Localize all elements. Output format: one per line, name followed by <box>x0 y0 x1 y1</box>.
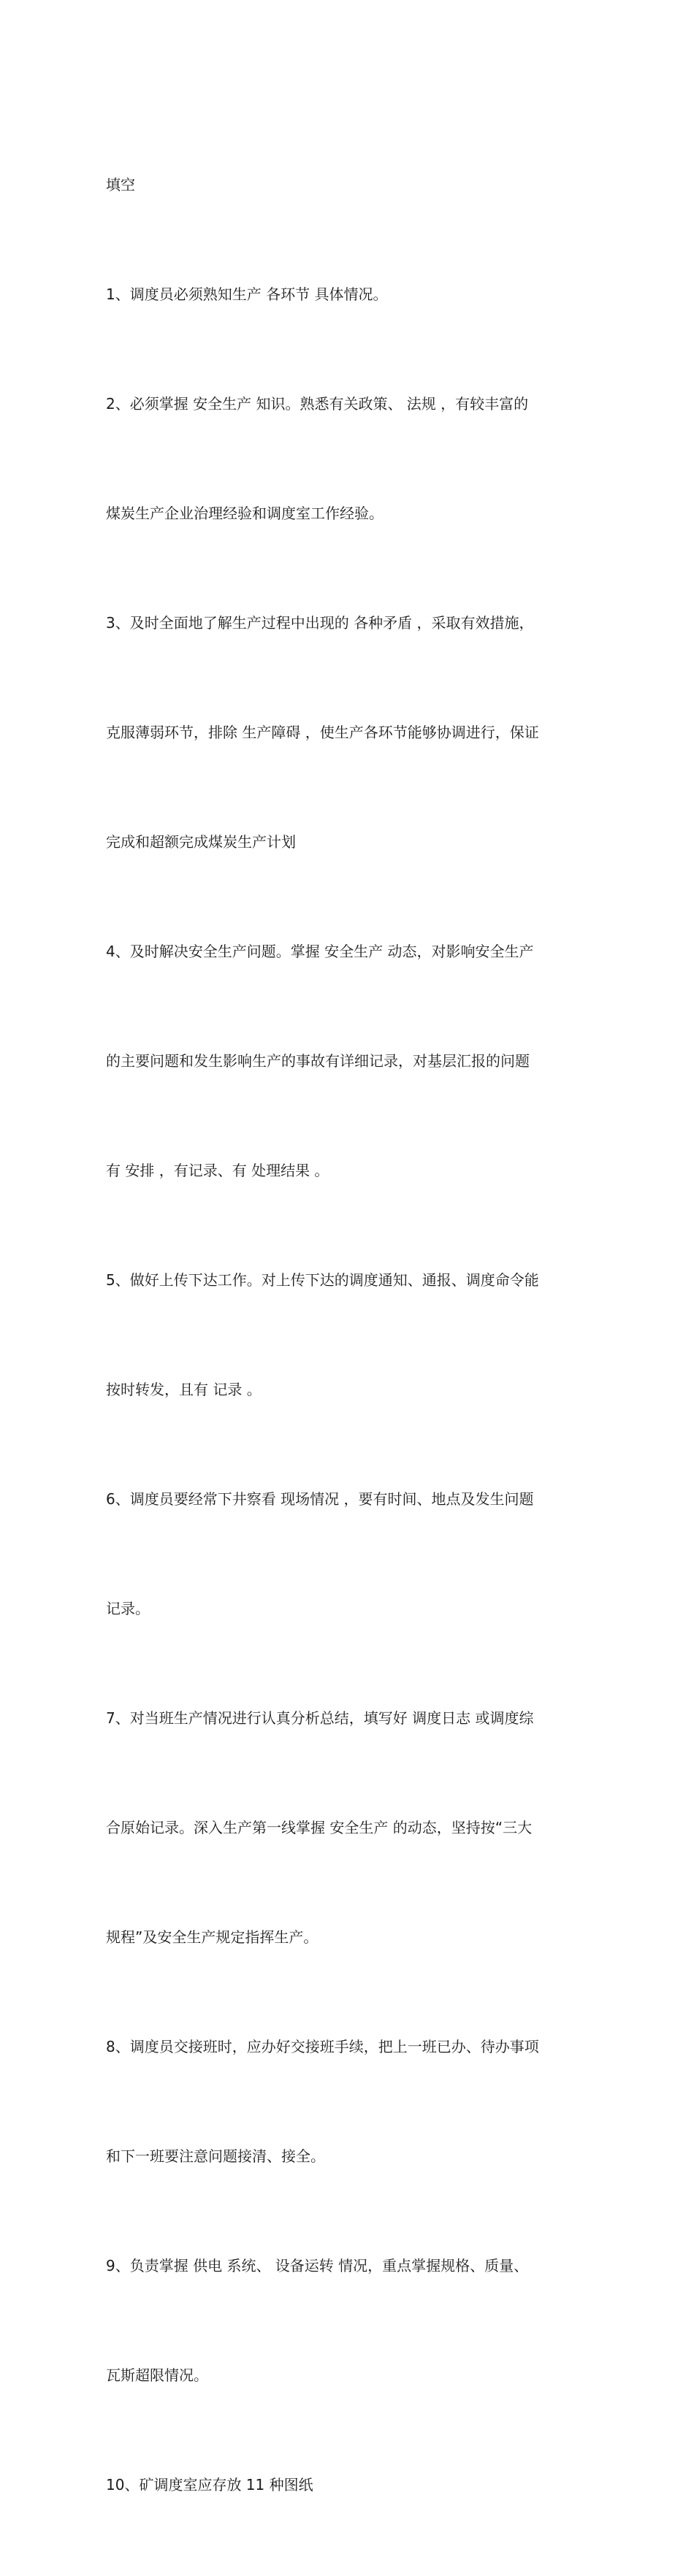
text-line: 10、矿调度室应存放 11 种图纸 <box>106 2476 313 2493</box>
text-line: 3、及时全面地了解生产过程中出现的 各种矛盾 ，采取有效措施， <box>106 614 534 632</box>
text-line: 5、做好上传下达工作。对上传下达的调度通知、通报、调度命令能 <box>106 1271 539 1289</box>
document-body <box>106 93 595 2576</box>
text-line: 按时转发，且有 记录 。 <box>106 1381 262 1398</box>
text-line: 4、及时解决安全生产问题。掌握 安全生产 动态，对影响安全生产 <box>106 943 534 960</box>
text-line: 规程”及安全生产规定指挥生产。 <box>106 1928 319 1946</box>
text-line: 和下一班要注意问题接清、接全。 <box>106 2147 325 2165</box>
text-line: 完成和超额完成煤炭生产计划 <box>106 833 296 851</box>
text-line: 6、调度员要经常下井察看 现场情况 ，要有时间、地点及发生问题 <box>106 1490 534 1508</box>
text-line: 7、对当班生产情况进行认真分析总结，填写好 调度日志 或调度综 <box>106 1709 534 1727</box>
text-line: 记录。 <box>106 1600 150 1617</box>
text-line: 9、负责掌握 供电 系统、 设备运转 情况，重点掌握规格、质量、 <box>106 2257 529 2274</box>
text-line: 合原始记录。深入生产第一线掌握 安全生产 的动态，坚持按“三大 <box>106 1819 533 1836</box>
text-line: 瓦斯超限情况。 <box>106 2366 208 2384</box>
text-line: 煤炭生产企业治理经验和调度室工作经验。 <box>106 505 384 522</box>
text-line: 8、调度员交接班时，应办好交接班手续，把上一班已办、待办事项 <box>106 2038 539 2055</box>
text-line: 2、必须掌握 安全生产 知识。熟悉有关政策、 法规 ，有较丰富的 <box>106 395 529 413</box>
section-heading: 填空 <box>106 176 135 193</box>
text-line: 的主要问题和发生影响生产的事故有详细记录，对基层汇报的问题 <box>106 1052 530 1070</box>
text-line: 有 安排 ，有记录、有 处理结果 。 <box>106 1162 329 1179</box>
text-line: 克服薄弱环节，排除 生产障碍 ，使生产各环节能够协调进行，保证 <box>106 724 539 741</box>
text-line: 1、调度员必须熟知生产 各环节 具体情况。 <box>106 285 388 303</box>
